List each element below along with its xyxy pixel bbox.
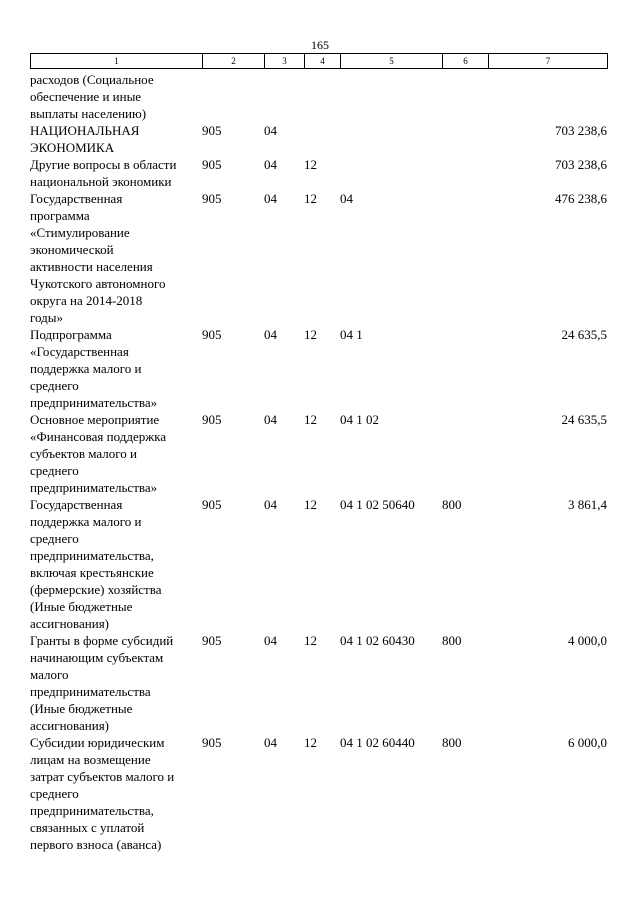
row-subsection-code: 12 [304,412,317,427]
row-name-line: начинающим субъектам [30,650,164,665]
row-name-line: среднего [30,786,79,801]
row-name-cell [30,734,202,853]
row-name-line: ЭКОНОМИКА [30,140,115,155]
row-expense-type-code [442,156,488,190]
row-section-code: 04 [264,123,277,138]
row-ministry-code: 905 [202,123,222,138]
table-row [30,411,607,496]
row-name-line: «Государственная [30,344,129,359]
row-name-cell [30,411,202,496]
row-target-article-code [340,156,442,190]
row-name-line: поддержка малого и [30,514,142,529]
header-col-2: 2 [203,54,265,69]
table-row [30,190,607,326]
row-target-article-code: 04 1 02 50640 [340,497,415,512]
row-target-article-code [340,71,442,122]
row-amount: 476 238,6 [555,191,607,206]
row-name-cell [30,156,202,190]
row-section-code: 04 [264,157,277,172]
row-expense-type-code [442,122,488,156]
row-name-line: первого взноса (аванса) [30,837,162,852]
row-ministry-code [202,71,264,122]
row-expense-type-code: 800 [442,497,462,512]
row-name-line: экономической [30,242,114,257]
table-row [30,326,607,411]
row-name-line: предпринимательства [30,684,151,699]
header-row [31,54,608,69]
row-amount: 703 238,6 [555,157,607,172]
row-subsection-code: 12 [304,191,317,206]
row-subsection-code [304,71,340,122]
row-ministry-code: 905 [202,735,222,750]
row-expense-type-code [442,326,488,411]
header-col-5: 5 [341,54,443,69]
row-name-cell [30,632,202,734]
row-amount: 3 861,4 [568,497,607,512]
row-name-line: национальной экономики [30,174,172,189]
row-section-code: 04 [264,191,277,206]
row-name-line: выплаты населению) [30,106,147,121]
row-ministry-code: 905 [202,191,222,206]
row-section-code: 04 [264,412,277,427]
row-subsection-code [304,122,340,156]
table-row [30,496,607,632]
row-name-line: ассигнования) [30,718,110,733]
row-expense-type-code [442,411,488,496]
header-col-4: 4 [305,54,341,69]
row-name-line: обеспечение и иные [30,89,142,104]
row-name-line: «Стимулирование [30,225,130,240]
row-amount: 6 000,0 [568,735,607,750]
row-target-article-code: 04 1 02 60430 [340,633,415,648]
row-subsection-code: 12 [304,327,317,342]
row-name-cell [30,71,202,122]
row-expense-type-code: 800 [442,735,462,750]
row-name-cell [30,122,202,156]
row-name-cell [30,190,202,326]
row-name-line: предпринимательства, [30,803,154,818]
row-amount: 703 238,6 [555,123,607,138]
row-name-cell [30,496,202,632]
row-expense-type-code: 800 [442,633,462,648]
row-amount: 4 000,0 [568,633,607,648]
row-name-line: среднего [30,531,79,546]
row-name-line: ассигнования) [30,616,110,631]
row-name-line: Чукотского автономного [30,276,166,291]
row-subsection-code: 12 [304,497,317,512]
table-row [30,122,607,156]
row-name-line: Другие вопросы в области [30,157,177,172]
row-name-line: предпринимательства, [30,548,154,563]
row-amount [488,71,607,122]
row-ministry-code: 905 [202,327,222,342]
header-col-3: 3 [265,54,305,69]
row-name-line: Подпрограмма [30,327,112,342]
row-amount: 24 635,5 [561,412,607,427]
table-row [30,156,607,190]
column-number-header [30,53,608,69]
page-number: 165 [311,38,329,52]
row-name-line: лицам на возмещение [30,752,151,767]
row-name-line: Субсидии юридическим [30,735,165,750]
row-subsection-code: 12 [304,633,317,648]
row-name-line: (фермерские) хозяйства [30,582,162,597]
row-name-line: малого [30,667,69,682]
row-name-line: расходов (Социальное [30,72,154,87]
row-target-article-code [340,122,442,156]
row-name-line: НАЦИОНАЛЬНАЯ [30,123,140,138]
table-row [30,734,607,853]
table-row [30,71,607,122]
row-target-article-code: 04 1 02 60440 [340,735,415,750]
row-target-article-code: 04 [340,191,353,206]
row-name-line: Основное мероприятие [30,412,160,427]
row-name-line: включая крестьянские [30,565,154,580]
row-name-line: затрат субъектов малого и [30,769,175,784]
row-subsection-code: 12 [304,157,317,172]
row-name-line: Государственная [30,497,123,512]
row-name-line: годы» [30,310,63,325]
row-subsection-code: 12 [304,735,317,750]
row-section-code [264,71,304,122]
row-target-article-code: 04 1 [340,327,363,342]
header-col-6: 6 [443,54,489,69]
row-name-line: активности населения [30,259,153,274]
row-target-article-code: 04 1 02 [340,412,379,427]
table-row [30,632,607,734]
row-name-line: (Иные бюджетные [30,701,133,716]
row-expense-type-code [442,190,488,326]
header-col-1: 1 [31,54,203,69]
row-name-line: поддержка малого и [30,361,142,376]
row-name-line: связанных с уплатой [30,820,145,835]
row-name-line: «Финансовая поддержка [30,429,167,444]
row-name-line: Государственная [30,191,123,206]
row-name-cell [30,326,202,411]
row-name-line: программа [30,208,90,223]
row-name-line: среднего [30,378,79,393]
row-name-line: среднего [30,463,79,478]
row-ministry-code: 905 [202,633,222,648]
row-section-code: 04 [264,497,277,512]
row-name-line: предпринимательства» [30,395,158,410]
row-name-line: (Иные бюджетные [30,599,133,614]
row-ministry-code: 905 [202,157,222,172]
row-name-line: субъектов малого и [30,446,137,461]
header-col-7: 7 [489,54,608,69]
row-expense-type-code [442,71,488,122]
row-ministry-code: 905 [202,412,222,427]
row-name-line: Гранты в форме субсидий [30,633,174,648]
row-section-code: 04 [264,633,277,648]
row-section-code: 04 [264,327,277,342]
row-name-line: предпринимательства» [30,480,158,495]
row-ministry-code: 905 [202,497,222,512]
budget-table-body [30,71,607,853]
row-section-code: 04 [264,735,277,750]
budget-table [30,71,607,853]
row-name-line: округа на 2014-2018 [30,293,143,308]
row-amount: 24 635,5 [561,327,607,342]
